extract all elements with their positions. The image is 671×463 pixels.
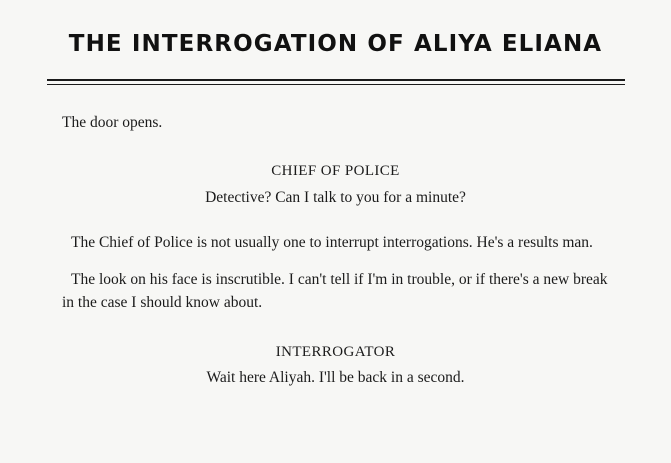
action-chief-description: The Chief of Police is not usually one to interrupt interrogations. He's a results man. <box>71 233 593 251</box>
dialogue-block-interrogator <box>62 341 609 390</box>
script-body <box>0 111 671 390</box>
dialogue-block-chief <box>62 160 609 209</box>
character-name-interrogator: INTERROGATOR <box>275 343 396 360</box>
action-face-description: The look on his face is inscrutible. I can't tell if I'm in trouble, or if there's a new break in the case I should know about. <box>62 271 608 312</box>
title-divider <box>47 79 625 85</box>
dialogue-line-chief: Detective? Can I talk to you for a minute? <box>205 188 466 206</box>
character-name-chief: CHIEF OF POLICE <box>271 163 400 180</box>
action-opening: The door opens. <box>62 113 163 131</box>
page-title: THE INTERROGATION OF ALIYA ELIANA <box>68 31 603 57</box>
block-spacer <box>62 209 609 231</box>
dialogue-line-interrogator: Wait here Aliyah. I'll be back in a second. <box>206 369 465 387</box>
divider-line-thin <box>47 84 625 85</box>
